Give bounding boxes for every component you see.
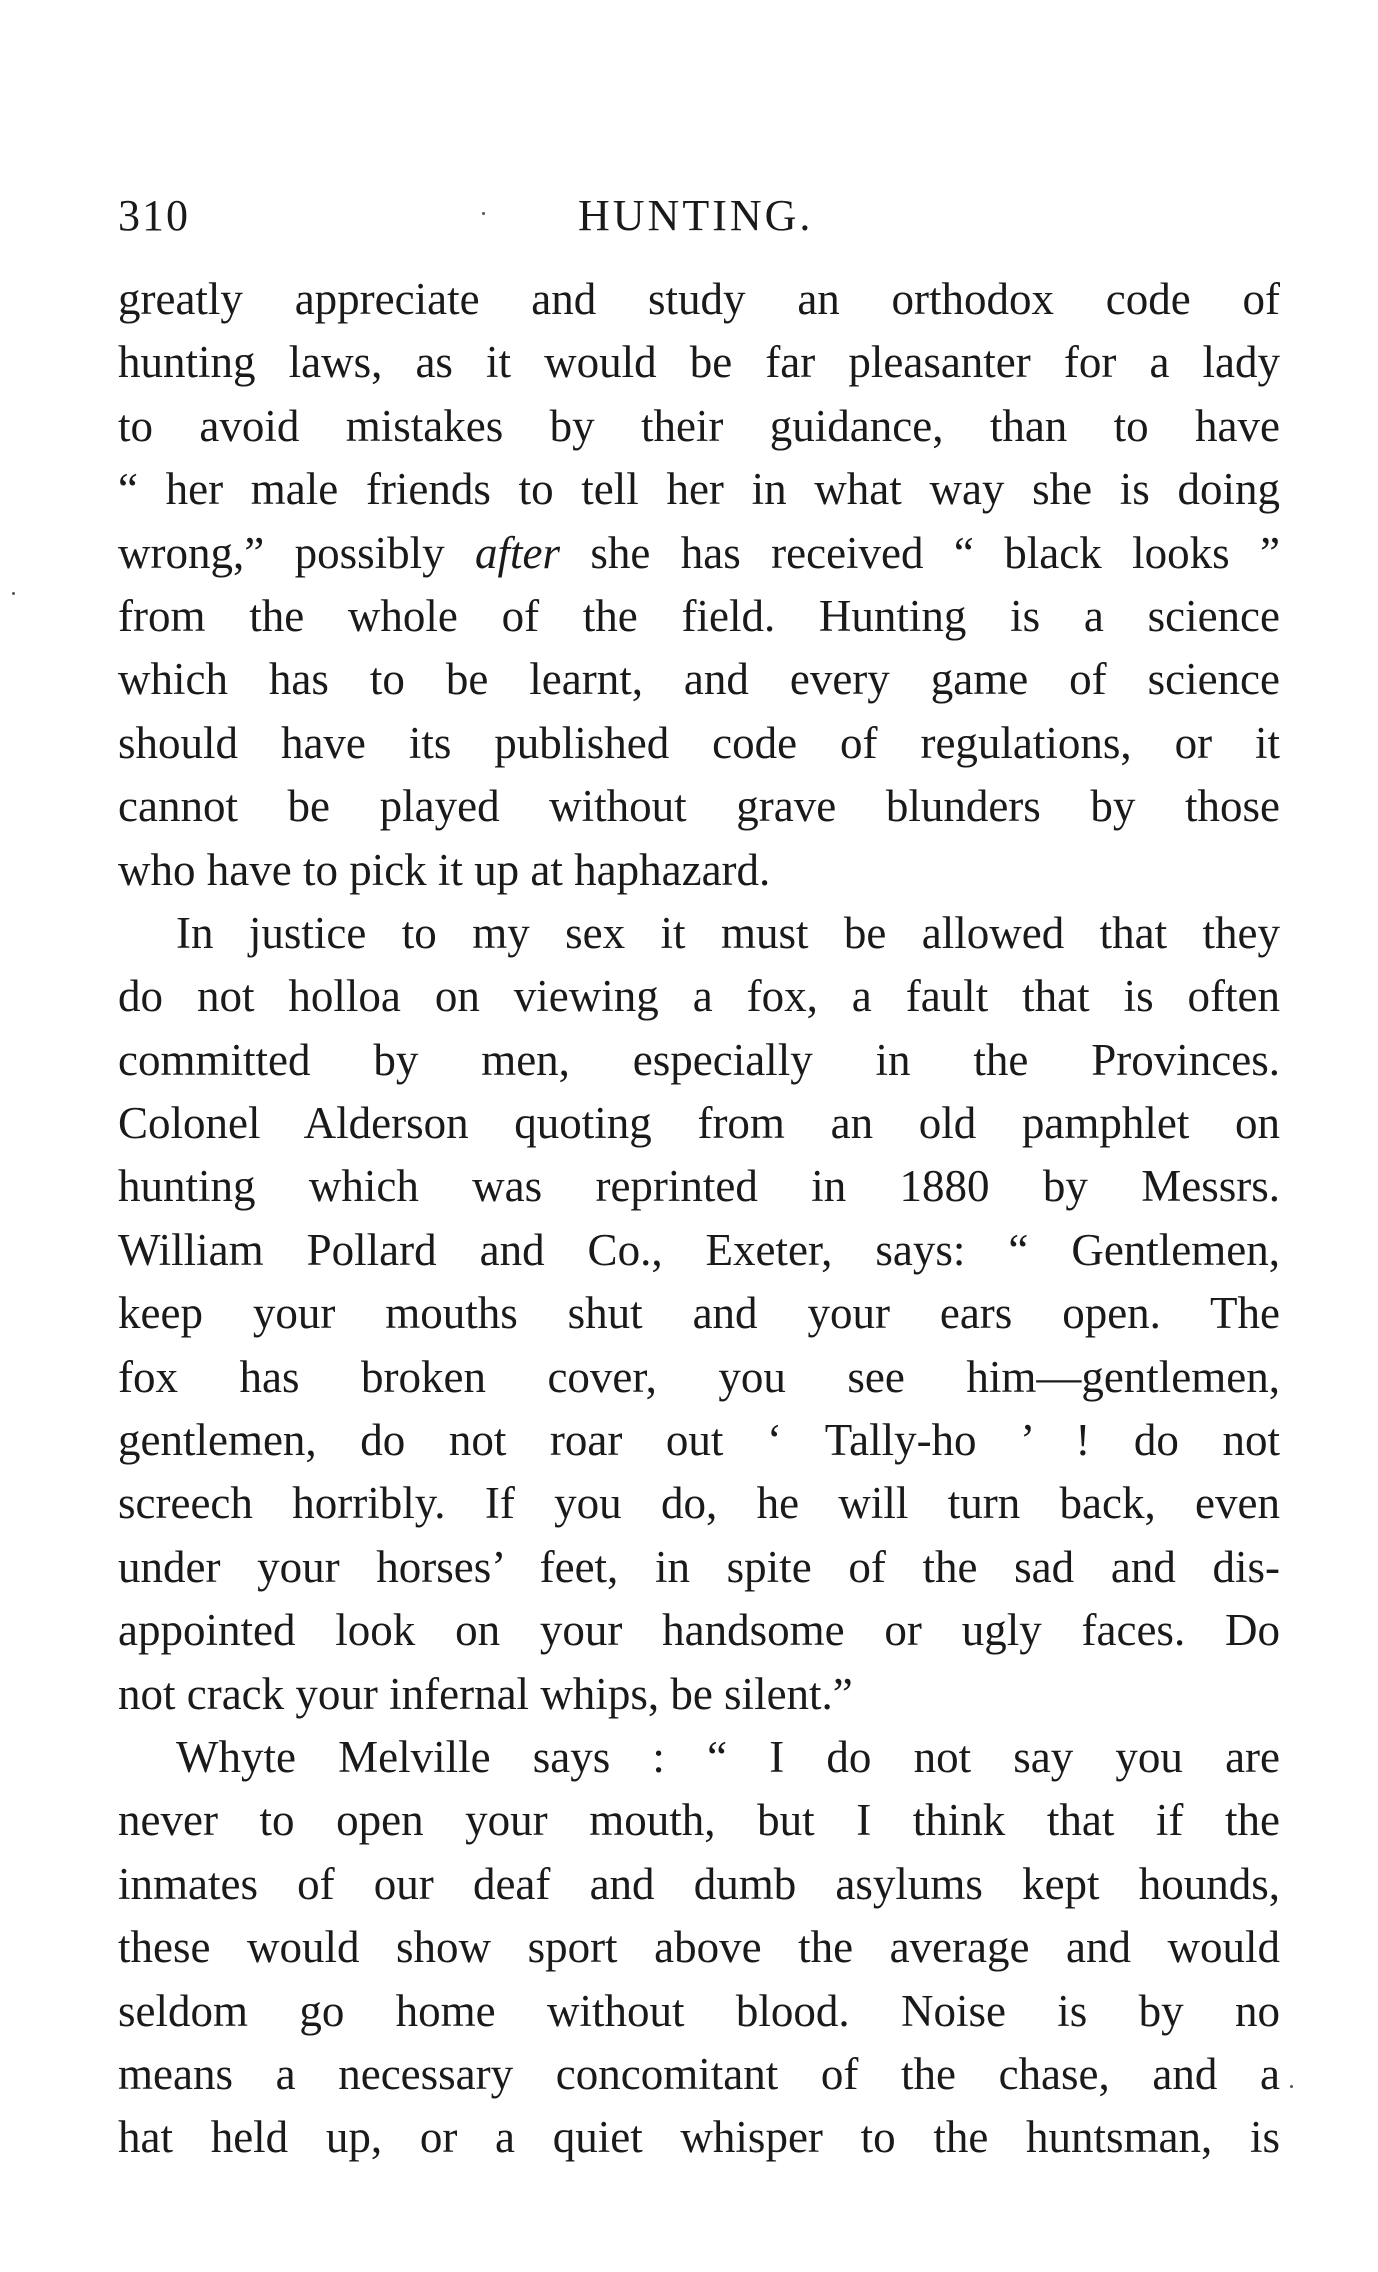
text-line: which has to be learnt, and every game of science <box>118 654 1280 705</box>
text-line: keep your mouths shut and your ears open. The <box>118 1288 1280 1339</box>
text-line: gentlemen, do not roar out ‘ Tally-ho ’ ! do not <box>118 1415 1280 1466</box>
ink-speck <box>482 212 485 215</box>
running-head: HUNTING. <box>578 191 814 240</box>
text-line: not crack your infernal whips, be silent.” <box>118 1668 853 1719</box>
text-line: In justice to my sex it must be allowed that they <box>176 907 1280 958</box>
text-line: committed by men, especially in the Provinces. <box>118 1034 1280 1085</box>
text-line: who have to pick it up at haphazard. <box>118 844 771 895</box>
text-line: do not holloa on viewing a fox, a fault that is often <box>118 971 1280 1022</box>
text-line: William Pollard and Co., Exeter, says: “ Gentlemen, <box>118 1224 1280 1275</box>
text-line: fox has broken cover, you see him—gentlemen, <box>118 1351 1280 1402</box>
page-header <box>118 190 1280 250</box>
text-line: these would show sport above the average and would <box>118 1922 1280 1973</box>
text-line: cannot be played without grave blunders by those <box>118 781 1280 832</box>
ink-speck <box>12 592 15 595</box>
text-line: inmates of our deaf and dumb asylums kept hounds, <box>118 1858 1280 1909</box>
text-line: under your horses’ feet, in spite of the sad and dis- <box>118 1541 1280 1592</box>
text-line: Colonel Alderson quoting from an old pamphlet on <box>118 1098 1280 1149</box>
text-line: to avoid mistakes by their guidance, than to have <box>118 400 1280 451</box>
text-line: Whyte Melville says : “ I do not say you are <box>176 1731 1280 1782</box>
text-line: screech horribly. If you do, he will turn back, even <box>118 1478 1280 1529</box>
text-line: wrong,” possibly after she has received “ black looks ” <box>118 527 1280 578</box>
text-line: never to open your mouth, but I think that if the <box>118 1795 1280 1846</box>
text-line: from the whole of the field. Hunting is a science <box>118 590 1280 641</box>
text-line: hat held up, or a quiet whisper to the huntsman, is <box>118 2112 1280 2163</box>
text-line: seldom go home without blood. Noise is by no <box>118 1985 1280 2036</box>
ink-speck <box>1290 2085 1293 2088</box>
text-line: “ her male friends to tell her in what way she is doing <box>118 464 1280 515</box>
text-line: hunting which was reprinted in 1880 by Messrs. <box>118 1161 1280 1212</box>
text-line: should have its published code of regulations, or it <box>118 717 1280 768</box>
text-line: means a necessary concomitant of the chase, and a <box>118 2048 1280 2099</box>
body-text <box>118 268 1280 2170</box>
text-line: hunting laws, as it would be far pleasanter for a lady <box>118 337 1280 388</box>
text-line: greatly appreciate and study an orthodox code of <box>118 274 1280 324</box>
emphasis-after: after <box>475 527 561 578</box>
page-number: 310 <box>118 191 190 240</box>
text-line: appointed look on your handsome or ugly faces. Do <box>118 1605 1280 1656</box>
